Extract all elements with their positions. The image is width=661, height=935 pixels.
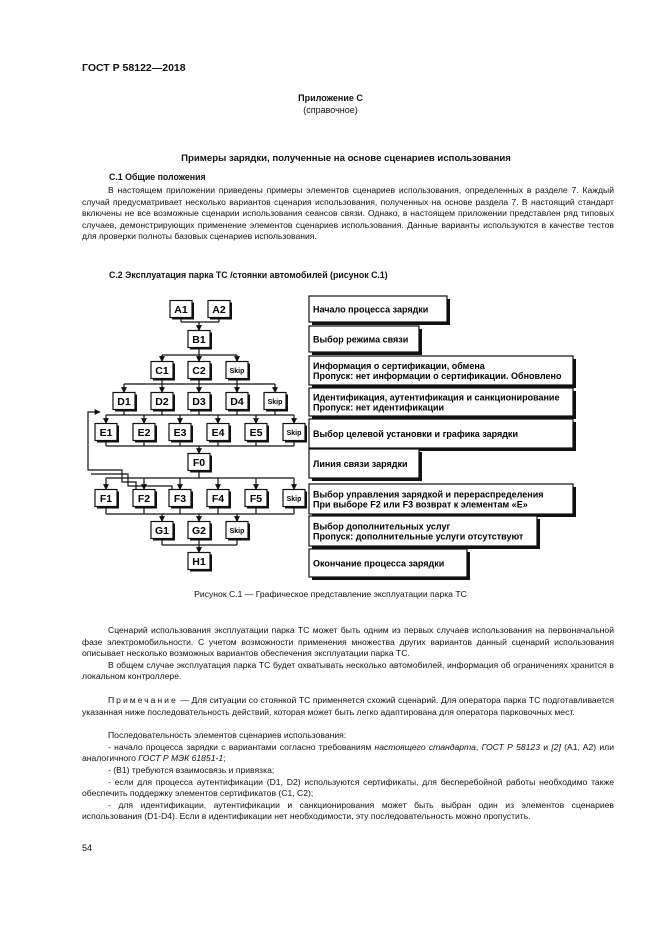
node-a1: [170, 301, 194, 320]
node-c1: [151, 362, 175, 381]
step-label-text: Окончание процесса зарядки: [313, 558, 445, 569]
node-f4: [207, 490, 231, 509]
main-title: Примеры зарядки, полученные на основе сценариев использования: [181, 153, 511, 164]
node-g2: [188, 522, 212, 541]
node-label: F0: [192, 456, 206, 469]
step-label-l5: [309, 419, 576, 451]
node-label: F3: [173, 492, 187, 505]
node-label: C2: [192, 364, 206, 377]
step-label-l2: [309, 326, 422, 355]
sequence-intro: Последовательность элементов сценариев использования:: [108, 730, 347, 741]
body-paragraph-2: В общем случае эксплуатация парка ТС будет охватывать несколько автомобилей, информация об ограничениях хранится в локальном контроллере.: [82, 659, 614, 682]
node-f1: [95, 490, 119, 509]
step-label-text: Начало процесса зарядки: [313, 304, 429, 315]
node-c2: [188, 362, 212, 381]
list-item-3: - если для процесса аутентификации (D1, D2) используются сертификаты, для бесперебойной работы необходимо также обеспечить поддержку элементов сертификатов (С1, С2);: [82, 776, 614, 799]
node-label: H1: [192, 555, 206, 568]
node-label: Skip: [229, 368, 245, 375]
step-label-text: При выборе F2 или F3 возврат к элементам «Е»: [313, 499, 528, 510]
node-label: Skip: [229, 528, 245, 535]
node-e1: [95, 424, 119, 443]
node-label: F1: [99, 492, 113, 505]
step-label-text: Линия связи зарядки: [313, 459, 408, 469]
step-label-text: Выбор целевой установки и графика зарядки: [313, 429, 518, 439]
node-d1: [113, 393, 137, 412]
node-label: C1: [155, 364, 169, 377]
step-label-l9: [309, 549, 470, 580]
node-f6: [283, 490, 307, 509]
node-f5: [245, 490, 269, 509]
step-label-text: Выбор дополнительных услуг: [313, 521, 451, 532]
note-label: Примечание: [108, 694, 178, 705]
note-text: — Для ситуации со стоянкой ТС применяется схожий сценарий. Для оператора парка ТС подготавливается указанная ниже последовательность действий, которая может быть легко адаптирована для оператора парковочных мест.: [82, 694, 614, 717]
body-text: [82, 625, 614, 823]
document-header: ГОСТ Р 58122—2018: [82, 62, 186, 74]
node-c3: [226, 362, 250, 381]
node-label: D3: [192, 395, 206, 408]
node-e2: [133, 424, 157, 443]
node-d5: [264, 393, 288, 412]
section-c1-paragraph: В настоящем приложении приведены примеры элементов сценариев использования, определенных в разделе 7. Каждый случай предусматривает несколько вариантов сценария использования, полученных на основе раздела 7. В настоящий стандарт включены не все возможные сценарии использования сеансов связи. Однако, в настоящем приложении представлен ряд типовых случаев, демонстрирующих применение элементов сценариев использования. Данные варианты используются в качестве тестов для проверки полноты базовых сценариев использования.: [82, 185, 614, 242]
step-label-text: Идентификация, аутентификация и санкционирование: [313, 392, 560, 403]
node-label: F5: [249, 492, 263, 505]
node-a2: [208, 301, 232, 320]
note: [82, 695, 614, 718]
list-item-1: - начало процесса зарядки с вариантами согласно требованиям настоящего стандарта, ГОСТ Р 58123 и [2] (A1, A2) или аналогичного ГОСТ Р МЭК 61851-1;: [82, 741, 615, 764]
node-g1: [151, 522, 175, 541]
step-label-l3: [309, 356, 576, 388]
node-label: E4: [211, 426, 225, 439]
step-label-text: Пропуск: нет информации о сертификации. Обновлено: [313, 371, 562, 381]
node-label: D2: [155, 395, 169, 408]
node-d4: [226, 393, 250, 412]
annex-title: Приложение С: [298, 93, 363, 103]
step-label-l4: [309, 388, 576, 419]
node-label: G1: [154, 524, 170, 537]
node-d3: [188, 393, 212, 412]
figure-caption: Рисунок С.1 — Графическое представление эксплуатации парка ТС: [194, 589, 467, 599]
node-e5: [245, 424, 269, 443]
node-label: Skip: [267, 399, 283, 406]
node-label: E3: [173, 426, 187, 439]
node-label: D1: [117, 395, 131, 408]
node-label: D4: [230, 395, 244, 408]
list-item-2: - (В1) требуются взаимосвязь и привязка;: [108, 764, 275, 775]
step-label-text: Пропуск: дополнительные услуги отсутствуют: [313, 531, 524, 542]
step-label-l6: [309, 449, 422, 481]
node-d2: [151, 393, 175, 412]
step-label-text: Информация о сертификации, обмена: [313, 361, 485, 371]
node-e3: [169, 424, 193, 443]
node-label: G2: [191, 524, 207, 537]
page-number: 54: [82, 843, 93, 853]
node-label: A1: [174, 303, 188, 316]
node-label: A2: [212, 303, 226, 316]
node-label: F4: [211, 492, 225, 505]
node-e6: [283, 424, 307, 443]
step-label-text: Выбор управления зарядкой и перераспределения: [313, 489, 544, 500]
step-label-text: Выбор режима связи: [313, 334, 409, 345]
step-label-text: Пропуск: нет идентификации: [313, 402, 445, 413]
annex-subtitle: (справочное): [303, 105, 358, 115]
node-label: Skip: [286, 430, 302, 437]
node-label: F2: [137, 492, 151, 505]
step-label-l7: [309, 484, 576, 517]
node-label: Skip: [286, 496, 302, 503]
node-label: B1: [192, 333, 206, 346]
node-f2: [133, 490, 157, 509]
node-label: E5: [249, 426, 263, 439]
node-label: E1: [99, 426, 113, 439]
node-label: E2: [137, 426, 151, 439]
node-b1: [188, 331, 212, 350]
node-f0: [188, 454, 212, 473]
section-c1-title: С.1 Общие положения: [109, 172, 206, 182]
node-h1: [188, 553, 212, 572]
step-label-l8: [309, 516, 540, 549]
node-g3: [226, 522, 250, 541]
body-paragraph-1: Сценарий использования эксплуатации парка ТС может быть одним из первых случаев использования на первоначальной фазе электромобильности. С учетом возможности применения множества других вариантов данный сценарий использования описывает несколько возможных вариантов обеспечения эксплуатации парка ТС.: [82, 625, 614, 659]
step-label-l1: [309, 296, 450, 325]
section-c2-title: С.2 Эксплуатация парка ТС /стоянки автомобилей (рисунок С.1): [109, 270, 388, 280]
node-f3: [169, 490, 193, 509]
node-e4: [207, 424, 231, 443]
list-item-4: - для идентификации, аутентификации и санкционирования может быть выбран один из элементов сценариев использования (D1-D4). Если в идентификации нет необходимости, эту последовательность можно пропустить.: [82, 799, 614, 822]
